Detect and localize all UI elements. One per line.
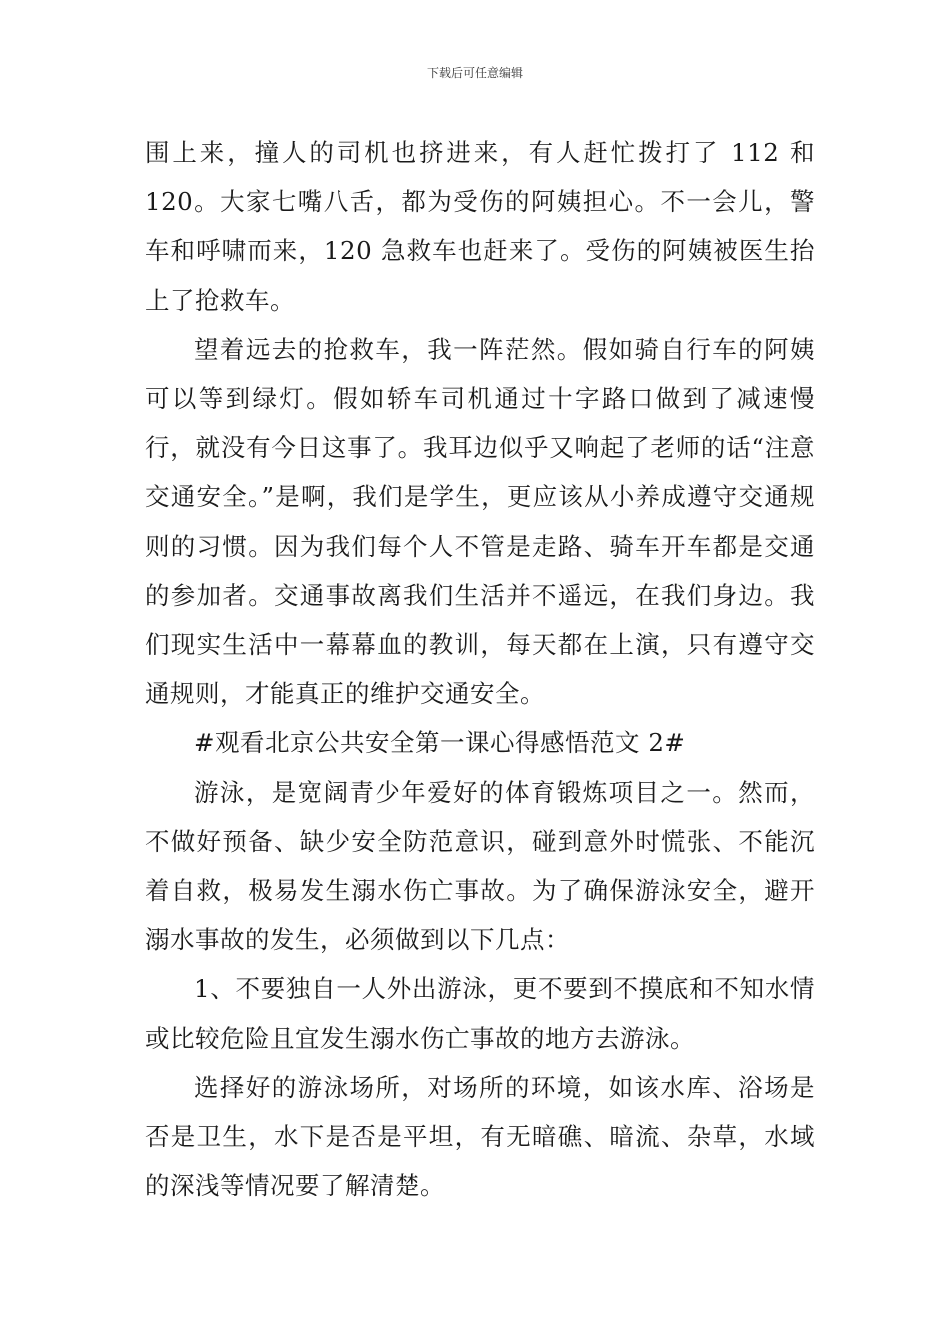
- page-header: 下载后可任意编辑: [426, 66, 523, 80]
- paragraph-continuation: 围上来，撞人的司机也挤进来，有人赶忙拨打了 112 和 120。大家七嘴八舌，都为受伤的阿姨担心。不一会儿，警车和呼啸而来，120 急救车也赶来了。受伤的阿姨被医生抬上了抢救车。: [145, 138, 815, 315]
- paragraph-swimming-intro: 游泳，是宽阔青少年爱好的体育锻炼项目之一。然而，不做好预备、缺少安全防范意识，碰到意外时慌张、不能沉着自救，极易发生溺水伤亡事故。为了确保游泳安全，避开溺水事故的发生，必须做到以下几点：: [145, 777, 815, 955]
- paragraph-reflection: 望着远去的抢救车，我一阵茫然。假如骑自行车的阿姨可以等到绿灯。假如轿车司机通过十字路口做到了减速慢行，就没有今日这事了。我耳边似乎又响起了老师的话“注意交通安全。”是啊，我们是学生，更应该从小养成遵守交通规则的习惯。因为我们每个人不管是走路、骑车开车都是交通的参加者。交通事故离我们生活并不遥远，在我们身边。我们现实生活中一幕幕血的教训，每天都在上演，只有遵守交通规则，才能真正的维护交通安全。: [145, 334, 815, 709]
- paragraph-venue-choice: 选择好的游泳场所，对场所的环境，如该水库、浴场是否是卫生，水下是否是平坦，有无暗礁、暗流、杂草，水域的深浅等情况要了解清楚。: [145, 1072, 815, 1201]
- paragraph-rule-1: 1、不要独自一人外出游泳，更不要到不摸底和不知水情或比较危险且宜发生溺水伤亡事故的地方去游泳。: [145, 974, 815, 1053]
- section-heading: #观看北京公共安全第一课心得感悟范文 2#: [194, 728, 686, 758]
- document-body: [145, 128, 815, 1210]
